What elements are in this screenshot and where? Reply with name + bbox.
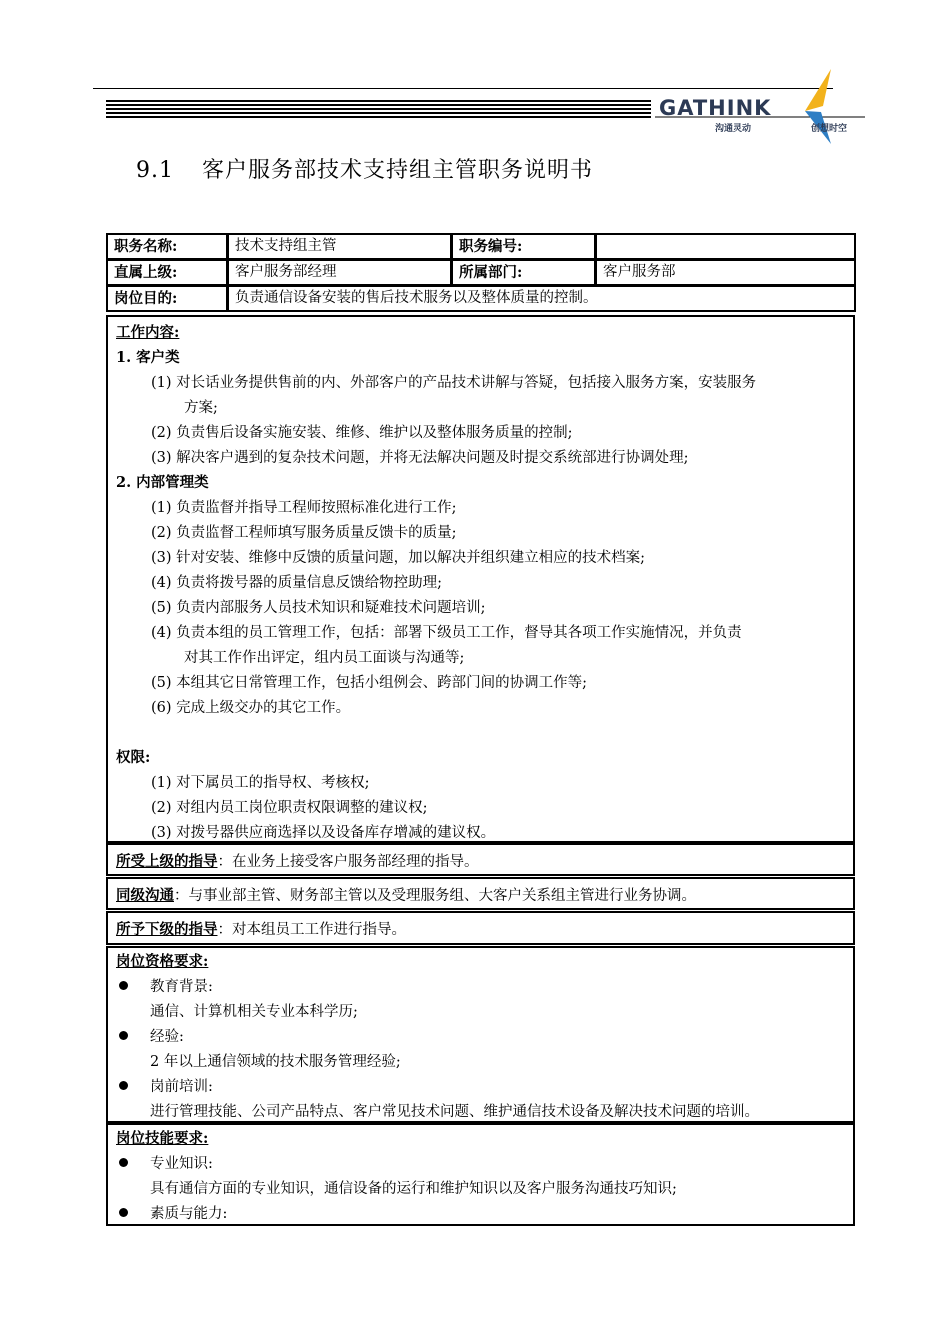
- table-row: [107, 286, 856, 312]
- guidance-from-text: ：在业务上接受客户服务部经理的指导。: [217, 854, 479, 870]
- skill-quality-head: 素质与能力:: [150, 1206, 228, 1222]
- superior-label: 直属上级:: [107, 260, 228, 286]
- bullet-icon: [119, 1031, 128, 1040]
- department-label: 所属部门:: [452, 260, 596, 286]
- list-item: (2) 负责监督工程师填写服务质量反馈卡的质量;: [151, 525, 457, 541]
- qualification-training-body: 进行管理技能、公司产品特点、客户常见技术问题、维护通信技术设备及解决技术问题的培训。: [150, 1104, 759, 1120]
- list-item: (3) 对拨号器供应商选择以及设备库存增减的建议权。: [151, 825, 496, 841]
- bullet-icon: [119, 1158, 128, 1167]
- header-stripes: [106, 100, 651, 119]
- job-info-table: [106, 233, 856, 312]
- section-customer-title: 1. 客户类: [116, 349, 180, 366]
- peer-label: 同级沟通: [116, 887, 174, 904]
- qualification-experience-body: 2 年以上通信领域的技术服务管理经验;: [150, 1054, 401, 1070]
- list-item-continued: 方案;: [184, 400, 218, 416]
- guidance-to-label: 所予下级的指导: [116, 921, 218, 938]
- list-item: (3) 针对安装、维修中反馈的质量问题，加以解决并组织建立相应的技术档案;: [151, 550, 646, 566]
- peer-text: ：与事业部主管、财务部主管以及受理服务组、大客户关系组主管进行业务协调。: [174, 888, 696, 904]
- superior-value: 客户服务部经理: [228, 260, 452, 286]
- list-item: (3) 解决客户遇到的复杂技术问题，并将无法解决问题及时提交系统部进行协调处理;: [151, 450, 689, 466]
- bullet-icon: [119, 1081, 128, 1090]
- guidance-from-label: 所受上级的指导: [116, 853, 218, 870]
- list-item: (5) 负责内部服务人员技术知识和疑难技术问题培训;: [151, 600, 486, 616]
- qualification-education-head: 教育背景:: [150, 979, 213, 995]
- skill-knowledge-body: 具有通信方面的专业知识，通信设备的运行和维护知识以及客户服务沟通技巧知识;: [150, 1181, 677, 1197]
- list-item: (5) 本组其它日常管理工作，包括小组例会、跨部门间的协调工作等;: [151, 675, 588, 691]
- logo-wordmark: GATHINK: [659, 96, 772, 120]
- skills-section: [106, 1123, 855, 1226]
- qualification-experience-head: 经验:: [150, 1029, 184, 1045]
- job-code-label: 职务编号:: [452, 234, 596, 260]
- purpose-value: 负责通信设备安装的售后技术服务以及整体质量的控制。: [228, 286, 856, 312]
- bullet-icon: [119, 1208, 128, 1217]
- list-item: (1) 对长话业务提供售前的内、外部客户的产品技术讲解与答疑，包括接入服务方案，安装服务: [151, 375, 757, 391]
- title-text: 客户服务部技术支持组主管职务说明书: [202, 158, 594, 183]
- skill-knowledge-head: 专业知识:: [150, 1156, 213, 1172]
- qualification-training-head: 岗前培训:: [150, 1079, 213, 1095]
- department-value: 客户服务部: [596, 260, 856, 286]
- guidance-to-text: ：对本组员工工作进行指导。: [217, 922, 406, 938]
- skills-title: 岗位技能要求:: [116, 1130, 209, 1147]
- list-item: (1) 负责监督并指导工程师按照标准化进行工作;: [151, 500, 457, 516]
- page-title: [136, 153, 593, 184]
- company-logo: [655, 66, 865, 146]
- peer-communication-section: [106, 877, 855, 910]
- list-item: (2) 对组内员工岗位职责权限调整的建议权;: [151, 800, 428, 816]
- qualifications-section: [106, 946, 855, 1123]
- work-content-section: [106, 315, 855, 843]
- table-row: [107, 260, 856, 286]
- list-item: (1) 对下属员工的指导权、考核权;: [151, 775, 370, 791]
- qualifications-title: 岗位资格要求:: [116, 953, 209, 970]
- job-name-label: 职务名称:: [107, 234, 228, 260]
- logo-tagline-left: 沟通灵动: [715, 124, 752, 134]
- guidance-to-section: [106, 911, 855, 945]
- list-item: (6) 完成上级交办的其它工作。: [151, 700, 351, 716]
- qualification-education-body: 通信、计算机相关专业本科学历;: [150, 1004, 358, 1020]
- title-number: 9.1: [136, 158, 174, 183]
- section-internal-title: 2. 内部管理类: [116, 474, 209, 491]
- job-name-value: 技术支持组主管: [228, 234, 452, 260]
- guidance-from-section: [106, 843, 855, 876]
- logo-tagline-right: 创想时空: [811, 124, 848, 134]
- authority-title: 权限:: [116, 749, 151, 766]
- table-row: [107, 234, 856, 260]
- job-code-value: [596, 234, 856, 260]
- list-item: (4) 负责本组的员工管理工作，包括：部署下级员工工作，督导其各项工作实施情况，并负责: [151, 625, 742, 641]
- list-item-continued: 对其工作作出评定，组内员工面谈与沟通等;: [184, 650, 465, 666]
- list-item: (4) 负责将拨号器的质量信息反馈给物控助理;: [151, 575, 443, 591]
- bullet-icon: [119, 981, 128, 990]
- work-heading: 工作内容:: [116, 324, 180, 341]
- list-item: (2) 负责售后设备实施安装、维修、维护以及整体服务质量的控制;: [151, 425, 573, 441]
- purpose-label: 岗位目的:: [107, 286, 228, 312]
